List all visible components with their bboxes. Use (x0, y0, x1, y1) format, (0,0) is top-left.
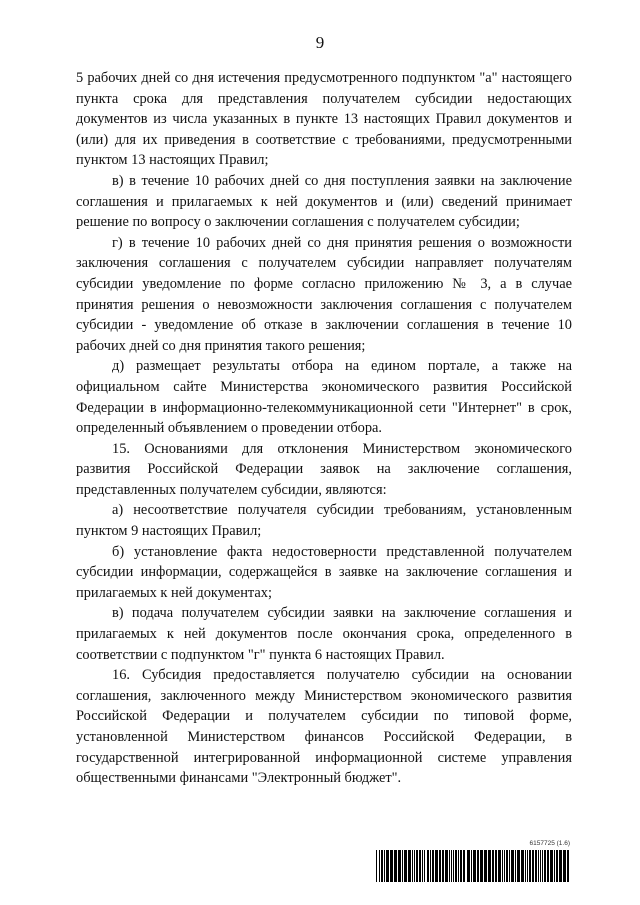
paragraph-item-g: г) в течение 10 рабочих дней со дня принятия решения о возможности заключения соглашения с получателем субсидии направляет получателям субсидии уведомление по форме согласно приложению № 3, а в случае принятия решения о невозможности заключения соглашения с получателем субсидии - уведомление об отказе в заключении соглашения в течение 10 рабочих дней со дня принятия такого решения; (76, 234, 572, 354)
paragraph-16: 16. Субсидия предоставляется получателю субсидии на основании соглашения, заключенного между Министерством экономического развития Российской Федерации и получателем субсидии по типовой форме, установленной Министерством финансов Российской Федерации, в государственной интегрированной информационной системе управления общественными финансами "Электронный бюджет". (76, 667, 572, 787)
document-body (76, 68, 572, 789)
paragraph-15-v: в) подача получателем субсидии заявки на заключение соглашения и прилагаемых к ней документов после окончания срока, определенного в соответствии с подпунктом "г" пункта 6 настоящих Правил. (76, 605, 572, 663)
document-code: 6157725 (1.6) (529, 840, 570, 847)
page-number: 9 (315, 33, 325, 52)
paragraph-15: 15. Основаниями для отклонения Министерством экономического развития Российской Федерации заявок на заключение соглашения, представленных получателем субсидии, являются: (76, 440, 572, 498)
barcode-icon (376, 850, 572, 882)
paragraph-item-v: в) в течение 10 рабочих дней со дня поступления заявки на заключение соглашения и прилагаемых к ней документов и (или) сведений принимает решение по вопросу о заключении соглашения с получателем субсидии; (76, 172, 572, 231)
paragraph-15-b: б) установление факта недостоверности представленной получателем субсидии информации, содержащейся в заявке на заключение соглашения и прилагаемых к ней документах; (76, 543, 572, 601)
paragraph-continuation: 5 рабочих дней со дня истечения предусмотренного подпунктом "а" настоящего пункта срока для представления получателем субсидии недостающих документов из числа указанных в пункте 13 настоящих Правил документов и (или) для их приведения в соответствие с требованиями, предусмотренными пунктом 13 настоящих Правил; (76, 70, 572, 169)
paragraph-15-a: а) несоответствие получателя субсидии требованиям, установленным пунктом 9 настоящих Правил; (76, 502, 572, 540)
paragraph-item-d: д) размещает результаты отбора на едином портале, а также на официальном сайте Министерства экономического развития Российской Федерации в информационно-телекоммуникационной сети "Интернет" в срок, определенный объявлением о проведении отбора. (76, 358, 572, 437)
